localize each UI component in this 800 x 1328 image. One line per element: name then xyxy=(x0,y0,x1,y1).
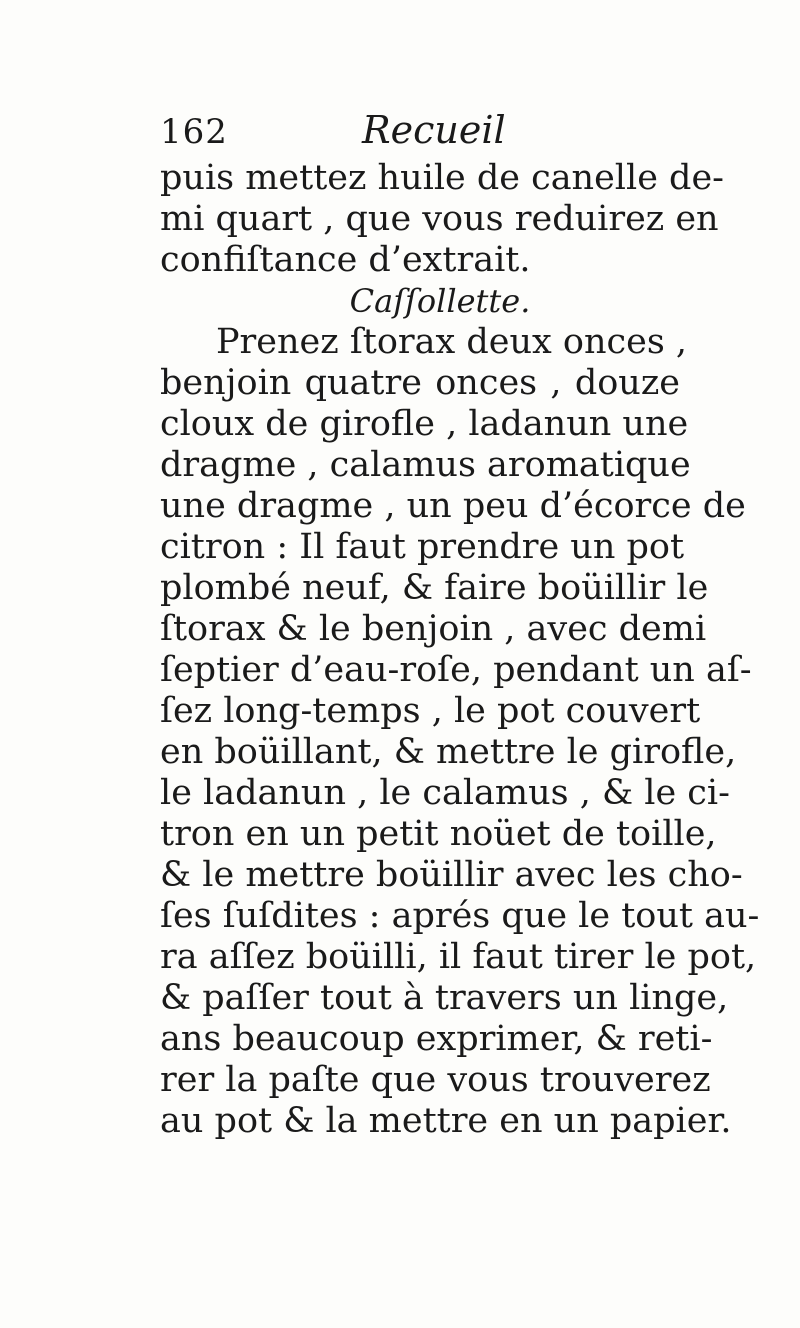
body-text xyxy=(160,158,760,1142)
section-title: Caſſollette. xyxy=(349,282,531,320)
text-line: & paſſer tout à travers un linge, xyxy=(160,978,729,1018)
text-line: citron : Il faut prendre un pot xyxy=(160,527,685,567)
page-header xyxy=(160,108,680,158)
text-line: rer la paſte que vous trouverez xyxy=(160,1060,711,1100)
text-line: ans beaucoup exprimer, & reti- xyxy=(160,1019,713,1059)
text-line: plombé neuf, & faire boüillir le xyxy=(160,568,709,608)
text-line: puis mettez huile de canelle de- xyxy=(160,158,724,198)
text-line: en boüillant, & mettre le girofle, xyxy=(160,732,737,772)
text-line: ra aſſez boüilli, il faut tirer le pot, xyxy=(160,937,757,977)
text-line: ſez long-temps , le pot couvert xyxy=(160,691,701,731)
text-line: confiſtance d’extrait. xyxy=(160,240,531,280)
running-head: Recueil xyxy=(362,108,506,152)
text-line: mi quart , que vous reduirez en xyxy=(160,199,719,239)
text-line: benjoin quatre onces , douze xyxy=(160,363,680,403)
text-line: une dragme , un peu d’écorce de xyxy=(160,486,746,526)
text-line: & le mettre boüillir avec les cho- xyxy=(160,855,743,895)
text-line: ſtorax & le benjoin , avec demi xyxy=(160,609,707,649)
text-line: tron en un petit noüet de toille, xyxy=(160,814,717,854)
text-line: au pot & la mettre en un papier. xyxy=(160,1101,732,1141)
text-line: ſeptier d’eau-roſe, pendant un aſ- xyxy=(160,650,752,690)
text-line: Prenez ſtorax deux onces , xyxy=(216,322,688,362)
text-line: cloux de girofle , ladanun une xyxy=(160,404,689,444)
page-number: 162 xyxy=(160,112,228,152)
text-line: dragme , calamus aromatique xyxy=(160,445,691,485)
text-line: le ladanun , le calamus , & le ci- xyxy=(160,773,730,813)
text-line: ſes ſuſdites : aprés que le tout au- xyxy=(160,896,760,936)
